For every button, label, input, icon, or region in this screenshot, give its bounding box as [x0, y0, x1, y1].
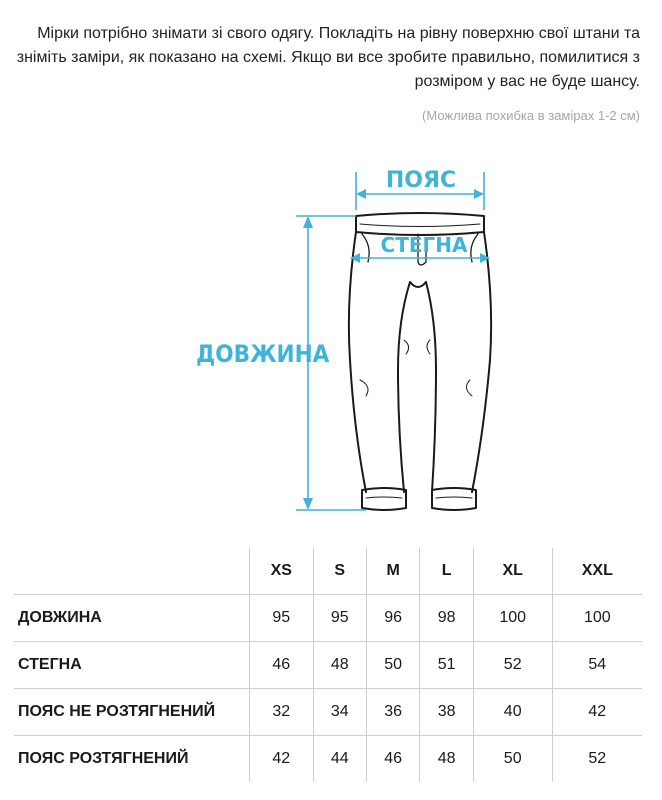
- table-cell: 38: [420, 689, 473, 736]
- table-row: [14, 689, 642, 736]
- table-cell: 48: [313, 642, 366, 689]
- size-header-s: S: [313, 548, 366, 595]
- table-cell: 48: [420, 736, 473, 783]
- table-cell: 46: [366, 736, 419, 783]
- size-header-m: M: [366, 548, 419, 595]
- table-cell: 54: [552, 642, 642, 689]
- table-cell: 98: [420, 595, 473, 642]
- size-header-l: L: [420, 548, 473, 595]
- table-cell: 96: [366, 595, 419, 642]
- waist-label: ПОЯС: [385, 168, 457, 193]
- table-cell: 50: [473, 736, 552, 783]
- table-cell: 51: [420, 642, 473, 689]
- table-row: [14, 595, 642, 642]
- table-cell: 50: [366, 642, 419, 689]
- table-cell: 100: [552, 595, 642, 642]
- instructions-text: Мірки потрібно знімати зі свого одягу. Покладіть на рівну поверхню свої штани та зніміть заміри, як показано на схемі. Якщо ви все зробите правильно, помилитися з розміром у вас не буде шансу.: [16, 25, 640, 90]
- hip-label: СТЕГНА: [380, 233, 468, 257]
- table-cell: 44: [313, 736, 366, 783]
- row-label: ДОВЖИНА: [14, 595, 250, 642]
- table-cell: 32: [250, 689, 314, 736]
- measurement-error-note: (Можлива похибка в замірах 1-2 см): [422, 108, 640, 123]
- table-cell: 95: [313, 595, 366, 642]
- table-cell: 95: [250, 595, 314, 642]
- table-cell: 42: [250, 736, 314, 783]
- table-cell: 34: [313, 689, 366, 736]
- table-row: [14, 642, 642, 689]
- table-row: [14, 736, 642, 783]
- row-label: ПОЯС НЕ РОЗТЯГНЕНИЙ: [14, 689, 250, 736]
- table-cell: 40: [473, 689, 552, 736]
- row-label: ПОЯС РОЗТЯГНЕНИЙ: [14, 736, 250, 783]
- size-header-xl: XL: [473, 548, 552, 595]
- row-label: СТЕГНА: [14, 642, 250, 689]
- size-table: [14, 548, 642, 782]
- table-cell: 100: [473, 595, 552, 642]
- length-label: ДОВЖИНА: [196, 340, 330, 368]
- table-cell: 52: [473, 642, 552, 689]
- size-header-row: [14, 548, 642, 595]
- table-cell: 46: [250, 642, 314, 689]
- corner-cell: [14, 548, 250, 595]
- table-cell: 42: [552, 689, 642, 736]
- table-cell: 52: [552, 736, 642, 783]
- table-cell: 36: [366, 689, 419, 736]
- size-header-xxl: XXL: [552, 548, 642, 595]
- size-header-xs: XS: [250, 548, 314, 595]
